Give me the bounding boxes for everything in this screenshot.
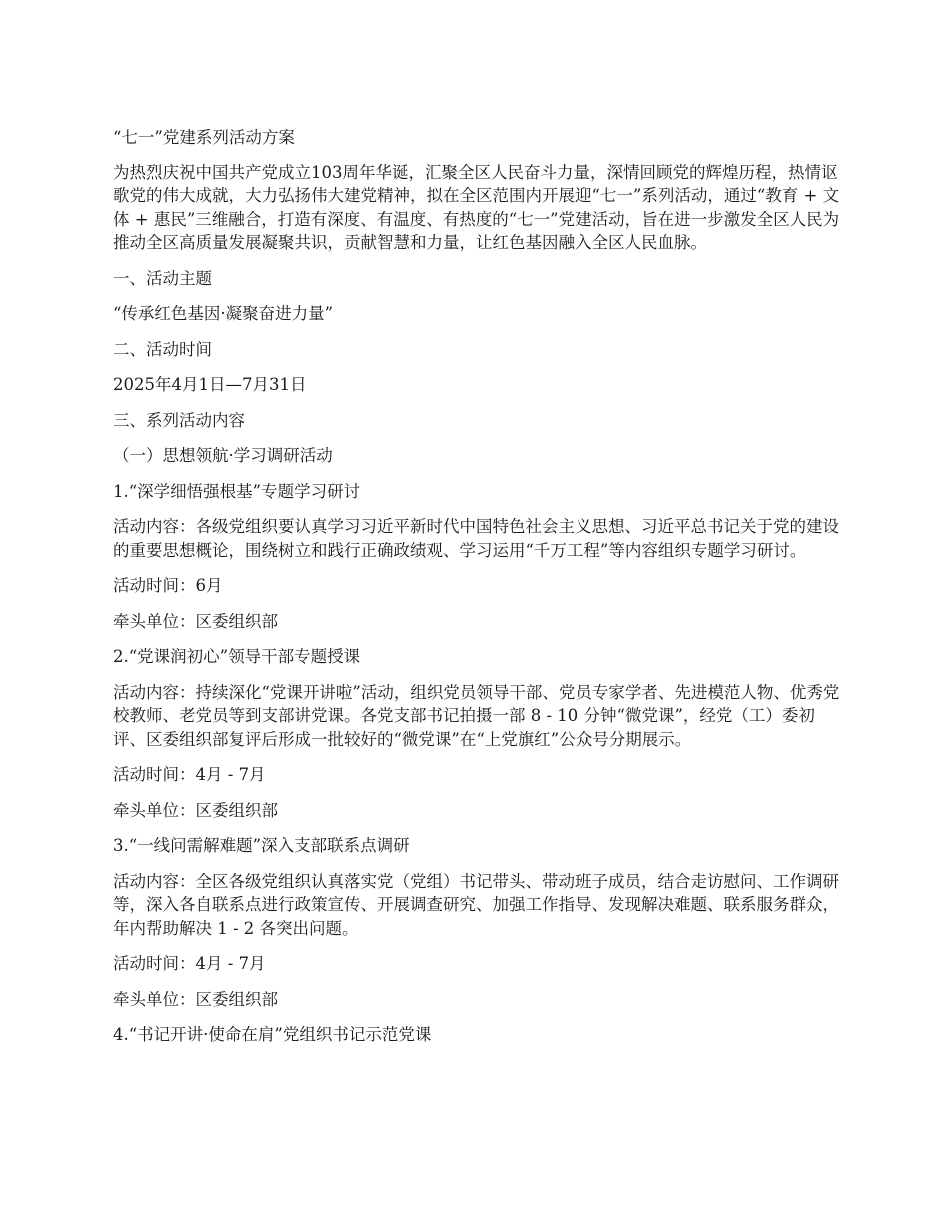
item-1-lead: 牵头单位：区委组织部 xyxy=(113,611,278,631)
heading-content: 三、系列活动内容 xyxy=(113,410,245,430)
heading-time: 二、活动时间 xyxy=(113,339,212,359)
item-3-content: 活动内容：全区各级党组织认真落实党（党组）书记带头、带动班子成员，结合走访慰问、工作调研等，深入各自联系点进行政策宣传、开展调查研究、加强工作指导、发现解决难题、联系服务群众，年内帮助解决 1 - 2 各突出问题。 xyxy=(113,871,839,938)
item-4-title: 4.“书记开讲·使命在肩”党组织书记示范党课 xyxy=(113,1025,432,1044)
document-title: “七一”党建系列活动方案 xyxy=(113,128,295,147)
item-2-time: 活动时间：4月 - 7月 xyxy=(113,765,266,784)
item-3-time: 活动时间：4月 - 7月 xyxy=(113,954,266,973)
time-text: 2025年4月1日—7月31日 xyxy=(113,375,307,394)
intro-paragraph: 为热烈庆祝中国共产党成立103周年华诞，汇聚全区人民奋斗力量，深情回顾党的辉煌历程，热情讴歌党的伟大成就，大力弘扬伟大建党精神，拟在全区范围内开展迎“七一”系列活动，通过“教育 + 文体 + 惠民”三维融合，打造有深度、有温度、有热度的“七一”党建活动，旨在进一步激发全区人民为推动全区高质量发展凝聚共识，贡献智慧和力量，让红色基因融入全区人民血脉。 xyxy=(113,162,840,252)
item-1-time: 活动时间：6月 xyxy=(113,576,223,595)
document-body xyxy=(113,126,843,1059)
item-3-title: 3.“一线问需解难题”深入支部联系点调研 xyxy=(113,836,410,855)
theme-text: “传承红色基因·凝聚奋进力量” xyxy=(113,304,334,323)
item-2-lead: 牵头单位：区委组织部 xyxy=(113,800,278,820)
heading-theme: 一、活动主题 xyxy=(113,268,212,288)
item-2-title: 2.“党课润初心”领导干部专题授课 xyxy=(113,647,361,666)
item-2-content: 活动内容：持续深化“党课开讲啦”活动，组织党员领导干部、党员专家学者、先进模范人物、优秀党校教师、老党员等到支部讲党课。各党支部书记拍摄一部 8 - 10 分钟“微党课”，经党（工）委初评、区委组织部复评后形成一批较好的“微党课”在“上党旗红”公众号分期展示。 xyxy=(113,682,840,749)
item-3-lead: 牵头单位：区委组织部 xyxy=(113,989,278,1009)
item-1-title: 1.“深学细悟强根基”专题学习研讨 xyxy=(113,481,361,501)
subheading-1: （一）思想领航·学习调研活动 xyxy=(113,446,333,465)
item-1-content: 活动内容：各级党组织要认真学习习近平新时代中国特色社会主义思想、习近平总书记关于党的建设的重要思想概论，围绕树立和践行正确政绩观、学习运用“千万工程”等内容组织专题学习研讨。 xyxy=(113,517,839,560)
